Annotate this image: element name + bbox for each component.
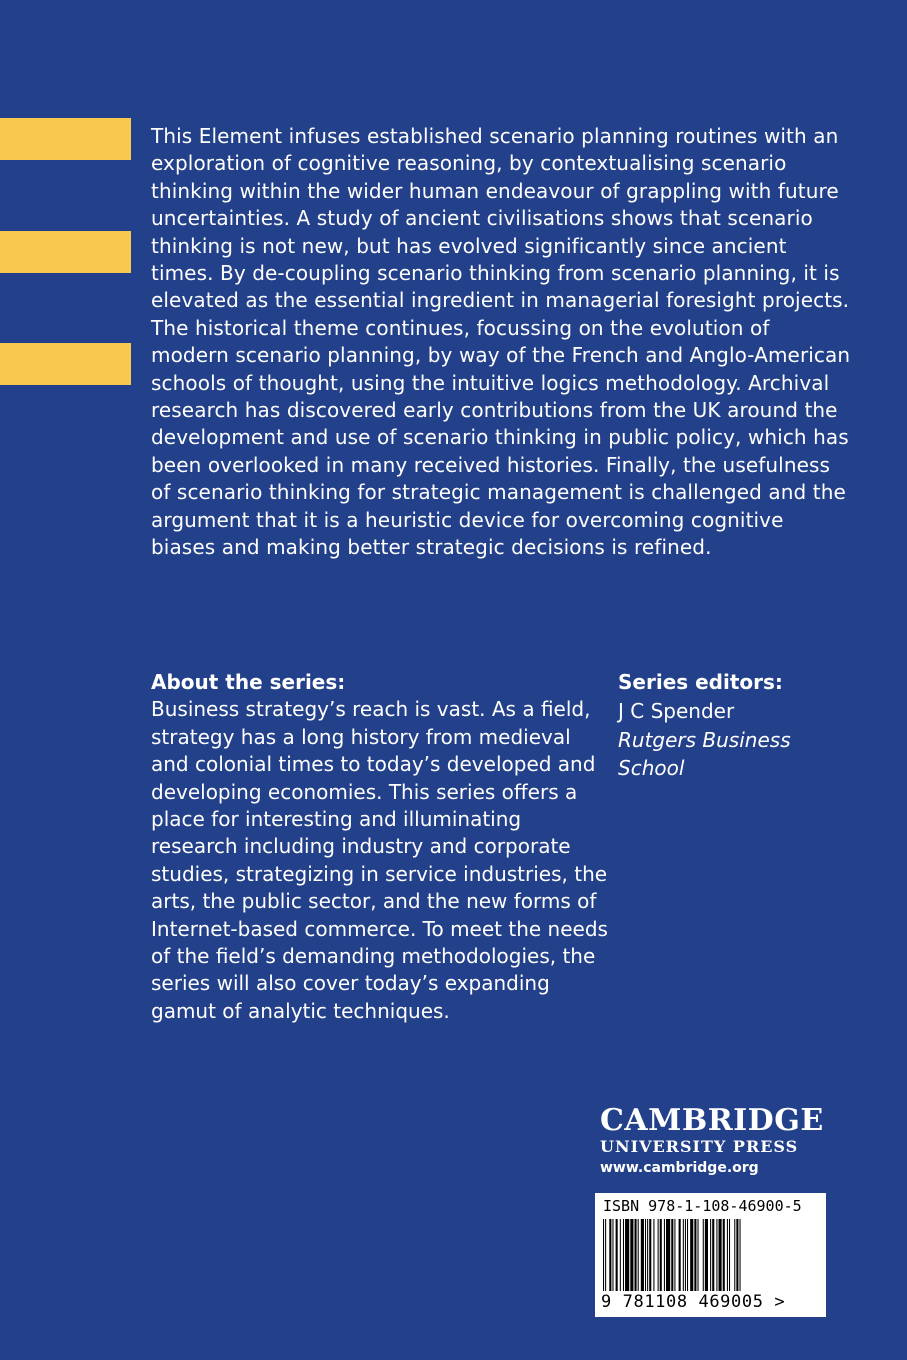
barcode-bar <box>666 1219 670 1291</box>
yellow-stripe-1 <box>0 118 131 160</box>
barcode-bar <box>647 1219 648 1291</box>
about-series-section <box>151 669 611 1025</box>
series-editors-section <box>618 669 868 782</box>
barcode-bar <box>616 1219 618 1291</box>
barcode-bar <box>638 1219 639 1291</box>
barcode-bar <box>734 1219 735 1291</box>
barcode-bar <box>703 1219 704 1291</box>
barcode-bar <box>612 1219 613 1291</box>
barcode-bar <box>660 1219 662 1291</box>
series-editors-heading: Series editors: <box>618 670 783 694</box>
publisher-subtitle: UNIVERSITY PRESS <box>600 1137 799 1156</box>
barcode-bar <box>710 1219 711 1291</box>
barcode-bar <box>719 1219 722 1291</box>
barcode-bar <box>649 1219 651 1291</box>
publisher-name: CAMBRIDGE <box>600 1103 824 1138</box>
barcode-bar <box>694 1219 696 1291</box>
barcode-bar <box>716 1219 717 1291</box>
barcode-bar <box>630 1219 633 1291</box>
book-abstract: This Element infuses established scenario planning routines with an exploration of cognitive reasoning, by contextualising scenario thinking within the wider human endeavour of grappling with future uncertainties. A study of ancient civilisations shows that scenario thinking is not new, but has evolved significantly since ancient times. By de-coupling scenario thinking from scenario planning, it is elevated as the essential ingredient in managerial foresight projects. The historical theme continues, focussing on the evolution of modern scenario planning, by way of the French and Anglo-American schools of thought, using the intuitive logics methodology. Archival research has discovered early contributions from the UK around the development and use of scenario thinking in public policy, which has been overlooked in many received histories. Finally, the usefulness of scenario thinking for strategic management is challenged and the argument that it is a heuristic device for overcoming cognitive biases and making better strategic decisions is refined. <box>151 124 851 560</box>
about-series-heading: About the series: <box>151 670 346 694</box>
barcode-bar <box>683 1219 684 1291</box>
barcode-bar <box>685 1219 686 1291</box>
publisher-url: www.cambridge.org <box>600 1160 759 1176</box>
barcode-digits: 9 781108 469005 > <box>601 1292 786 1312</box>
barcode-bar <box>645 1219 646 1291</box>
barcode-bar <box>729 1219 730 1291</box>
editor-name: J C Spender <box>618 699 735 724</box>
barcode-bars-icon <box>603 1219 818 1293</box>
barcode-bar <box>653 1219 654 1291</box>
barcode-bar <box>679 1219 681 1291</box>
barcode-bar <box>635 1219 637 1291</box>
editor-affiliation: Rutgers Business School <box>618 728 791 781</box>
barcode-bar <box>723 1219 725 1291</box>
barcode-bar <box>674 1219 675 1291</box>
isbn-label: ISBN 978-1-108-46900-5 <box>603 1197 802 1215</box>
barcode-bar <box>609 1219 611 1291</box>
barcode-bar <box>690 1219 693 1291</box>
barcode-bar <box>736 1219 738 1291</box>
isbn-barcode <box>595 1193 826 1317</box>
barcode-bar <box>603 1219 604 1291</box>
barcode-bar <box>687 1219 688 1291</box>
barcode-bar <box>641 1219 644 1291</box>
yellow-stripe-2 <box>0 231 131 273</box>
barcode-bar <box>705 1219 708 1291</box>
barcode-bar <box>698 1219 699 1291</box>
barcode-bar <box>625 1219 629 1291</box>
barcode-bar <box>605 1219 606 1291</box>
publisher-logo <box>600 1105 830 1179</box>
barcode-bar <box>740 1219 741 1291</box>
yellow-stripe-3 <box>0 343 131 385</box>
barcode-bar <box>664 1219 665 1291</box>
about-series-text: Business strategy’s reach is vast. As a field, strategy has a long history from medieval and colonial times to today’s developed and developing economies. This series offers a place for interesting and illuminating research including industry and corporate studies, strategizing in service industries, the arts, the public sector, and the new forms of Internet-based commerce. To meet the needs of the field’s demanding methodologies, the series will also cover today’s expanding gamut of analytic techniques. <box>151 697 608 1023</box>
barcode-bar <box>727 1219 728 1291</box>
barcode-bar <box>712 1219 714 1291</box>
barcode-bar <box>671 1219 673 1291</box>
barcode-bar <box>658 1219 659 1291</box>
barcode-bar <box>623 1219 624 1291</box>
barcode-bar <box>620 1219 621 1291</box>
